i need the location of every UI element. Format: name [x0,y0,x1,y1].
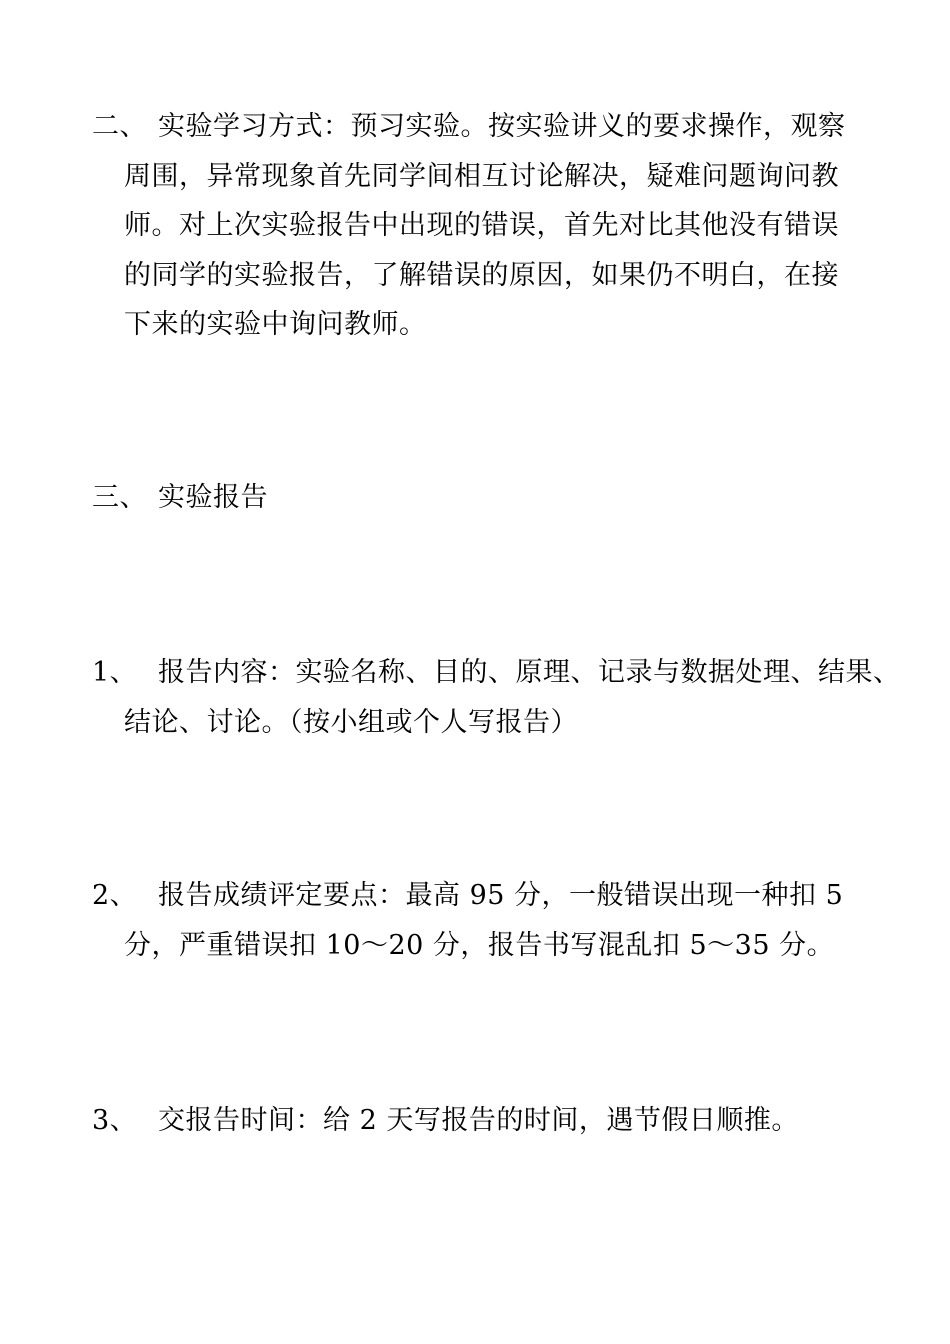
paragraph-line: 结论、讨论。（按小组或个人写报告） [124,706,578,738]
section-marker: 三、 [92,482,147,513]
section-study-method [92,102,867,350]
paragraph-line: 分，严重错误扣 10～20 分，报告书写混乱扣 5～35 分。 [124,929,835,961]
paragraph-line: 下来的实验中询问教师。 [124,309,427,340]
section-title: 实验报告 [158,482,268,513]
section-report-heading [92,473,867,523]
paragraph-line: 的同学的实验报告，了解错误的原因，如果仍不明白，在接 [124,259,839,291]
paragraph-line: 交报告时间：给 2 天写报告的时间，遇节假日顺推。 [158,1105,799,1136]
paragraph-line: 师。对上次实验报告中出现的错误，首先对比其他没有错误 [124,210,839,241]
section-marker: 二、 [92,111,147,142]
item-grading-points [92,871,867,970]
paragraph-line: 实验学习方式：预习实验。按实验讲义的要求操作，观察 [158,111,846,142]
item-submission-time [92,1096,867,1146]
paragraph-line: 报告内容：实验名称、目的、原理、记录与数据处理、结果、 [158,657,901,688]
item-marker: 1、 [92,657,138,688]
item-marker: 2、 [92,880,138,911]
item-marker: 3、 [92,1105,138,1136]
paragraph-line: 周围，异常现象首先同学间相互讨论解决，疑难问题询问教 [124,160,839,192]
item-report-content [92,648,901,747]
paragraph-line: 报告成绩评定要点：最高 95 分，一般错误出现一种扣 5 [158,880,844,911]
